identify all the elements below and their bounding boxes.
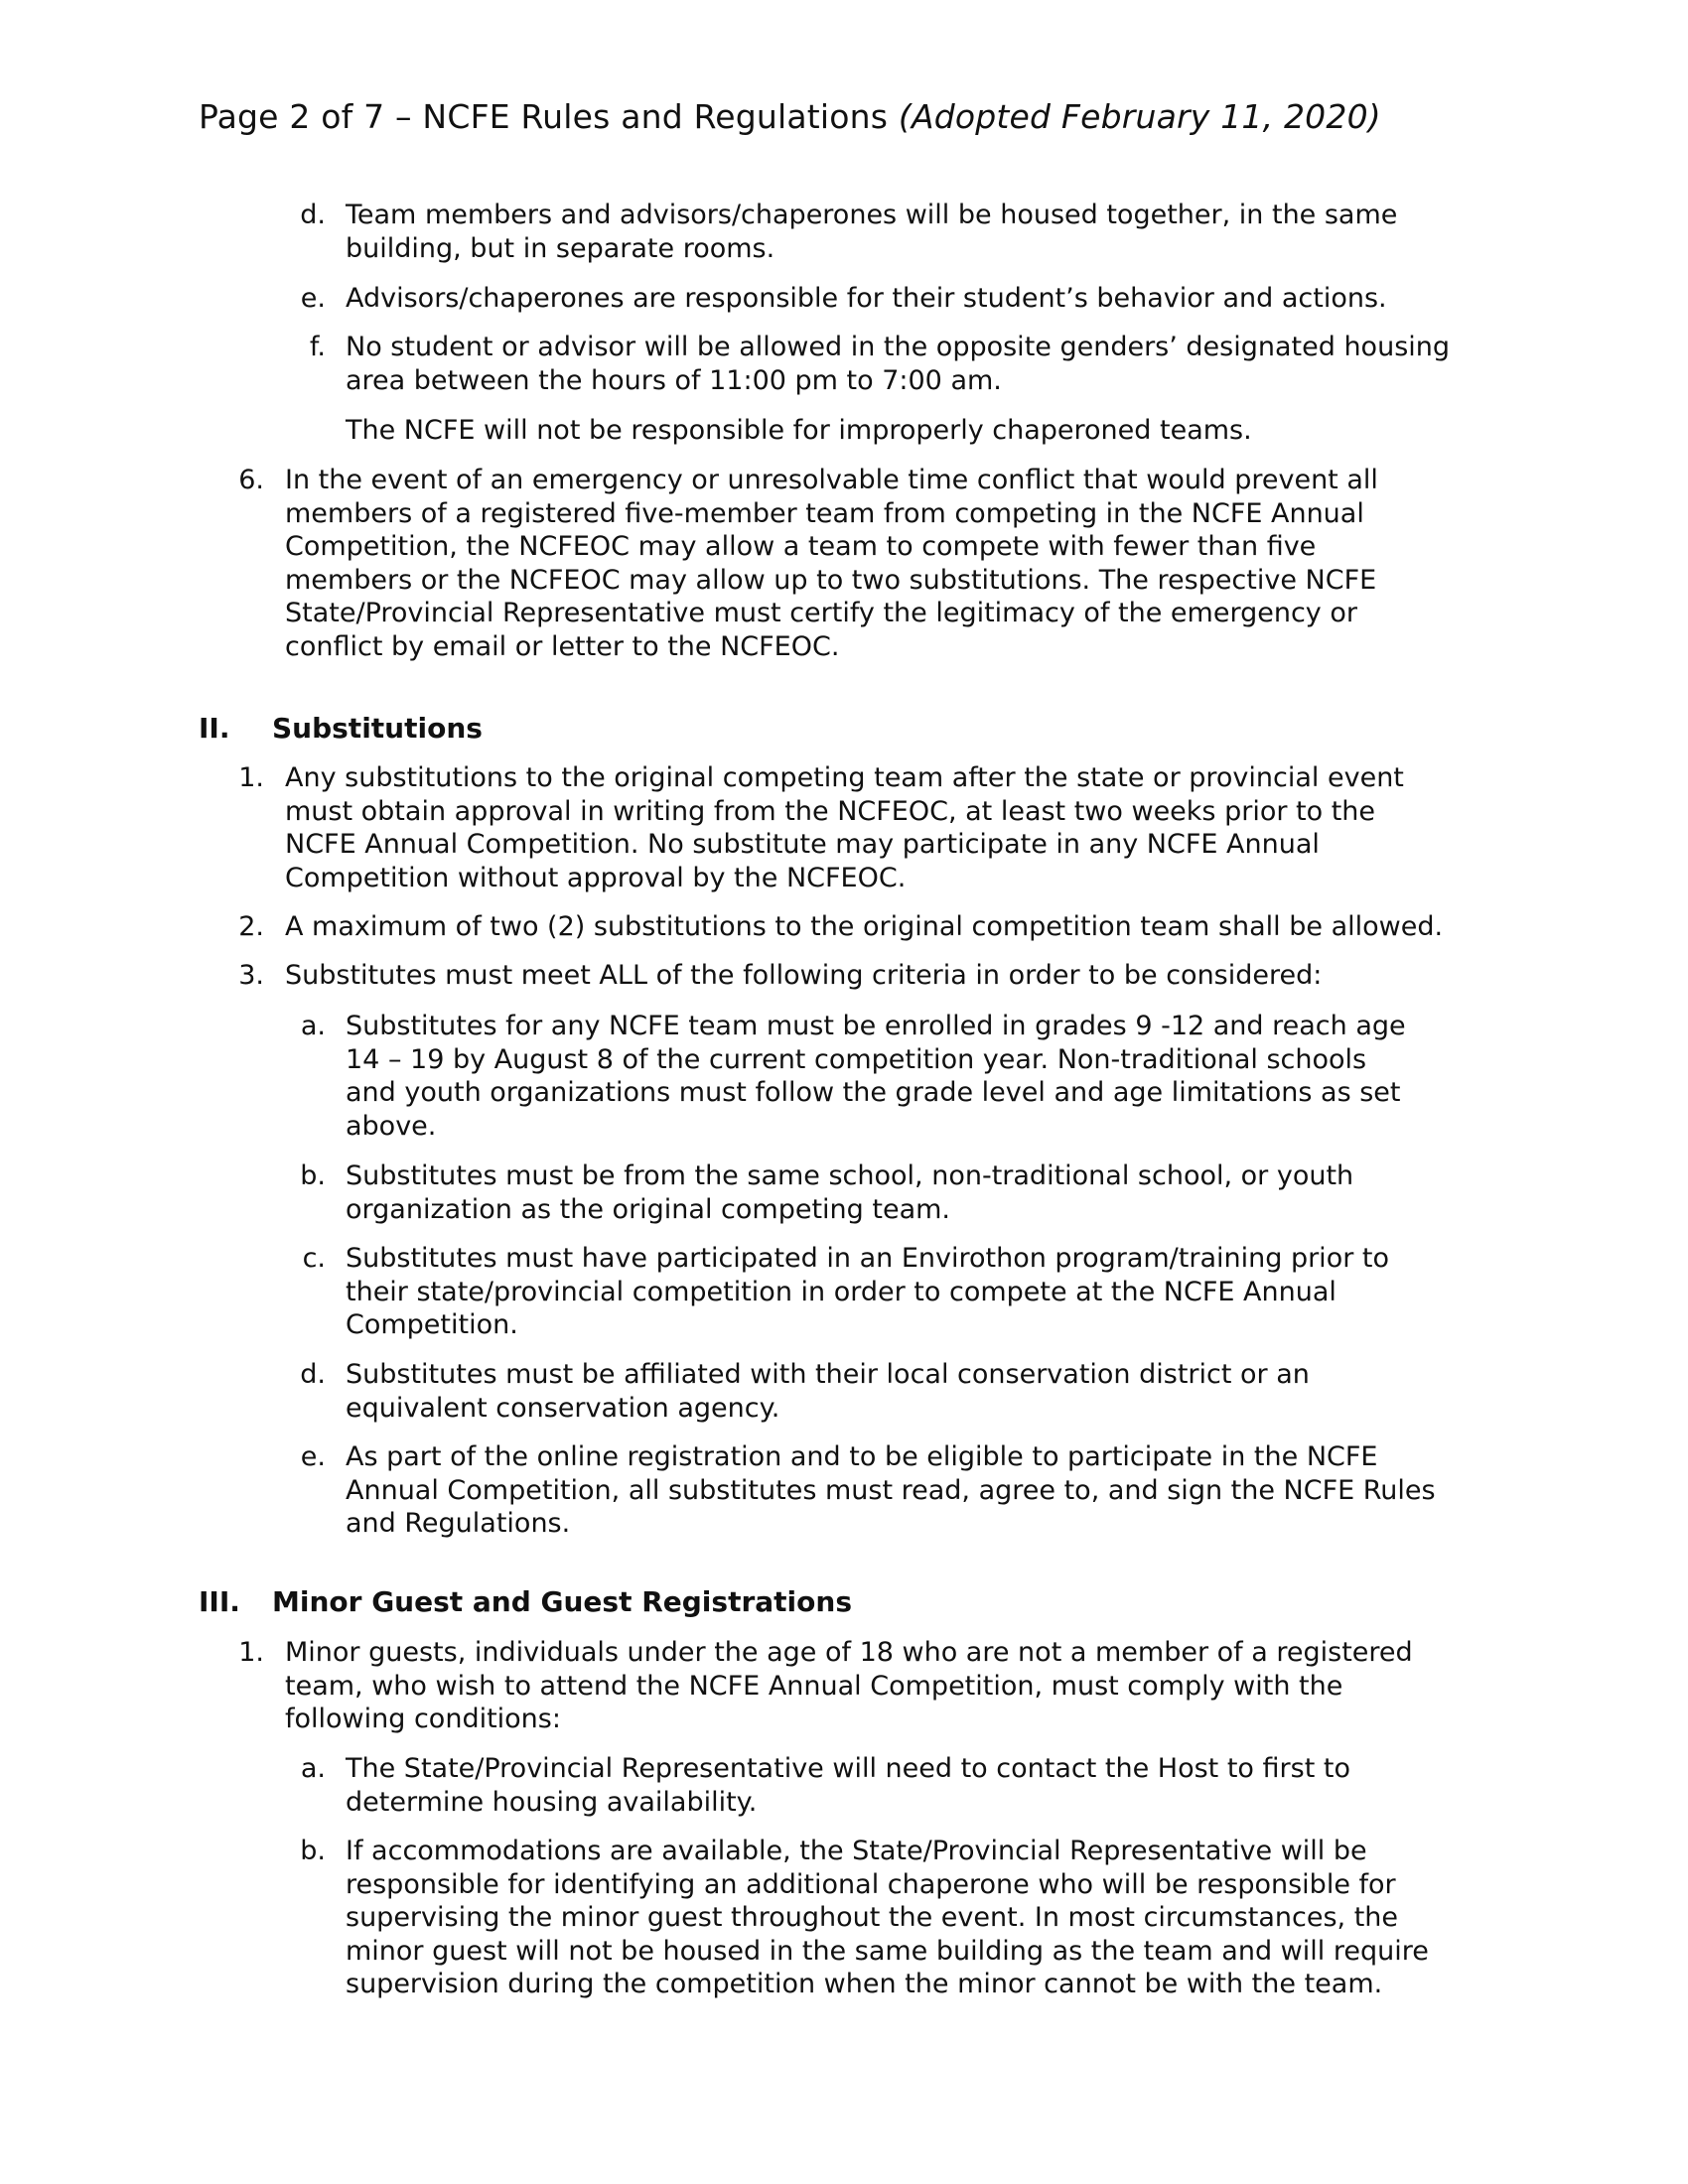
list-item-text-line: Substitutes must be from the same school, non-traditional school, or youth — [346, 1160, 1354, 1191]
list-item-text-line: Annual Competition, all substitutes must read, agree to, and sign the NCFE Rules — [346, 1474, 1436, 1506]
list-item-text-line: supervising the minor guest throughout the event. In most circumstances, the — [346, 1902, 1399, 1934]
list-marker: a. — [300, 1011, 326, 1041]
list-item-text-line: responsible for identifying an additional chaperone who will be responsible for — [346, 1868, 1396, 1900]
list-item-text-line: No student or advisor will be allowed in the opposite genders’ designated housing — [346, 332, 1451, 362]
list-item-text-line: following conditions: — [285, 1704, 561, 1735]
section-number: III. — [199, 1585, 240, 1618]
section-heading-substitutions — [199, 712, 483, 745]
list-marker: f. — [309, 332, 326, 362]
list-marker: a. — [300, 1753, 326, 1784]
list-item-text-line: As part of the online registration and to be eligible to participate in the NCFE — [346, 1441, 1378, 1472]
list-item-text-line: Competition. — [346, 1309, 518, 1341]
list-item-text-line: conflict by email or letter to the NCFEOC. — [285, 631, 840, 662]
header-adopted-date: (Adopted February 11, 2020) — [898, 97, 1381, 136]
list-marker: c. — [302, 1243, 326, 1274]
list-item-text-line: and Regulations. — [346, 1508, 571, 1540]
section-title: Minor Guest and Guest Registrations — [272, 1585, 852, 1618]
section-heading-minor-guest — [199, 1585, 852, 1618]
list-item-text-line: Minor guests, individuals under the age of 18 who are not a member of a registered — [285, 1637, 1413, 1668]
page-header — [199, 97, 1381, 136]
section-title: Substitutions — [272, 712, 483, 745]
list-marker: 3. — [238, 960, 264, 991]
list-item-text-line: Substitutes must be affiliated with their local conservation district or an — [346, 1359, 1310, 1390]
list-item-text-line: above. — [346, 1110, 437, 1142]
list-marker: b. — [300, 1836, 326, 1866]
list-item-text-line: Competition without approval by the NCFEOC. — [285, 862, 907, 893]
list-item-text-line: State/Provincial Representative must certify the legitimacy of the emergency or — [285, 598, 1357, 629]
list-item-text-line: In the event of an emergency or unresolvable time conflict that would prevent all — [285, 465, 1378, 495]
list-item-text-line: A maximum of two (2) substitutions to the original competition team shall be allowed. — [285, 911, 1444, 942]
list-item-text-line: Competition, the NCFEOC may allow a team to compete with fewer than five — [285, 531, 1317, 563]
list-item-text-line: must obtain approval in writing from the NCFEOC, at least two weeks prior to the — [285, 795, 1376, 827]
list-item-text-line: equivalent conservation agency. — [346, 1392, 780, 1424]
list-marker: 1. — [238, 762, 264, 793]
list-item-text-line: NCFE Annual Competition. No substitute may participate in any NCFE Annual — [285, 829, 1320, 861]
list-item-text-line: supervision during the competition when the minor cannot be with the team. — [346, 1969, 1383, 2000]
list-item-text-line: minor guest will not be housed in the same building as the team and will require — [346, 1935, 1429, 1967]
housing-note: The NCFE will not be responsible for improperly chaperoned teams. — [346, 415, 1252, 446]
list-marker: e. — [300, 283, 326, 314]
list-item-text-line: Any substitutions to the original competing team after the state or provincial event — [285, 762, 1404, 793]
list-item-text-line: If accommodations are available, the State/Provincial Representative will be — [346, 1836, 1367, 1866]
list-marker: 2. — [238, 911, 264, 942]
list-item-text-line: building, but in separate rooms. — [346, 232, 775, 264]
list-item-text-line: Substitutes must have participated in an Envirothon program/training prior to — [346, 1243, 1389, 1274]
list-marker: 1. — [238, 1637, 264, 1668]
list-marker: d. — [300, 200, 326, 230]
list-item-text-line: Substitutes must meet ALL of the following criteria in order to be considered: — [285, 960, 1323, 991]
section-number: II. — [199, 712, 230, 745]
list-item-text-line: Advisors/chaperones are responsible for their student’s behavior and actions. — [346, 283, 1387, 314]
list-item-text-line: determine housing availability. — [346, 1786, 758, 1818]
list-item-text-line: members or the NCFEOC may allow up to two substitutions. The respective NCFE — [285, 564, 1377, 596]
list-item-text-line: their state/provincial competition in order to compete at the NCFE Annual — [346, 1276, 1336, 1307]
list-item-text-line: Team members and advisors/chaperones will be housed together, in the same — [346, 200, 1398, 230]
list-item-text-line: Substitutes for any NCFE team must be enrolled in grades 9 -12 and reach age — [346, 1011, 1406, 1041]
list-item-text-line: organization as the original competing team. — [346, 1193, 951, 1225]
list-item-text-line: and youth organizations must follow the grade level and age limitations as set — [346, 1077, 1401, 1109]
list-marker: e. — [300, 1441, 326, 1472]
list-item-text-line: 14 – 19 by August 8 of the current competition year. Non-traditional schools — [346, 1043, 1367, 1075]
header-title: Page 2 of 7 – NCFE Rules and Regulations — [199, 97, 899, 136]
list-marker: 6. — [238, 465, 264, 495]
list-item-text-line: team, who wish to attend the NCFE Annual Competition, must comply with the — [285, 1670, 1343, 1702]
list-item-text-line: The State/Provincial Representative will need to contact the Host to first to — [346, 1753, 1350, 1784]
list-item-text-line: members of a registered five-member team from competing in the NCFE Annual — [285, 497, 1364, 529]
list-marker: d. — [300, 1359, 326, 1390]
list-marker: b. — [300, 1160, 326, 1191]
list-item-text-line: area between the hours of 11:00 pm to 7:00 am. — [346, 364, 1002, 396]
